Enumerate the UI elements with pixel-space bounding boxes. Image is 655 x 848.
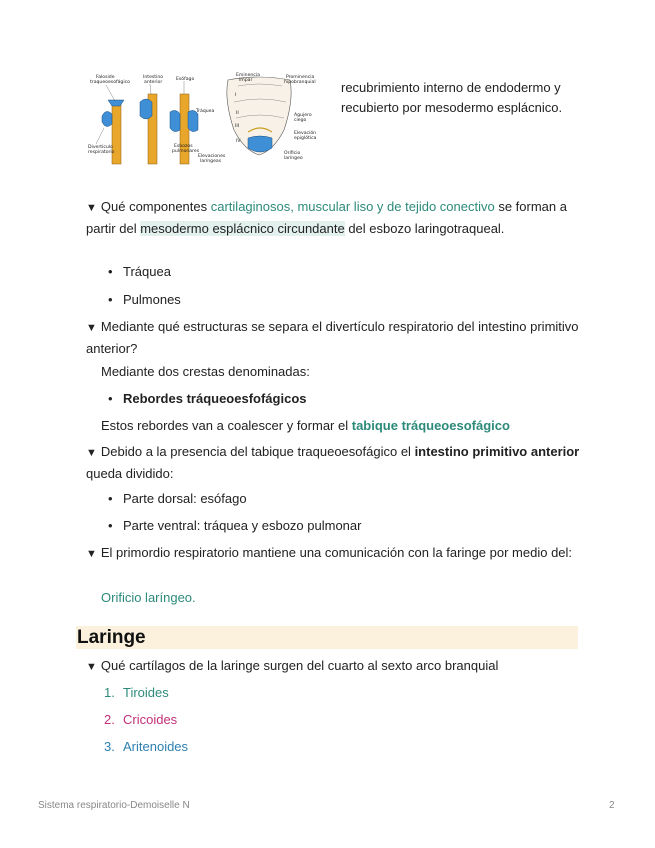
fig-label-roman-i: I xyxy=(235,93,237,98)
fig-label-diverticulo: Divertículo xyxy=(88,145,113,150)
list-item-text: Tiroides xyxy=(123,685,169,700)
answer-line: Orificio laríngeo. xyxy=(101,590,196,605)
fig-label-diverticulo2: respiratorio xyxy=(88,150,115,155)
list-item xyxy=(108,262,171,282)
question-separation[interactable] xyxy=(86,317,582,358)
list-item-text: Tráquea xyxy=(123,264,171,279)
bullet-icon: • xyxy=(108,391,113,406)
fig-label-eminencia2: impar xyxy=(239,78,253,83)
ordered-list-item xyxy=(104,683,169,703)
toggle-triangle-icon[interactable]: ▼ xyxy=(86,661,97,673)
toggle-triangle-icon[interactable]: ▼ xyxy=(86,447,97,459)
list-item xyxy=(108,389,307,409)
toggle-triangle-icon[interactable]: ▼ xyxy=(86,322,97,334)
fig-label-roman-iv: IV xyxy=(236,139,241,144)
fig-label-elevacion: Elevaciones xyxy=(198,154,226,159)
fig-label-intestino: Intestino xyxy=(143,75,164,80)
fig-label-epiglotica2: epiglótica xyxy=(294,136,317,141)
fig-label-faloside2: traqueoesofágico xyxy=(90,80,130,85)
fig-label-agujero: Agujero xyxy=(294,113,312,118)
fig-label-traquea: Tráquea xyxy=(196,109,215,114)
fig-label-eminencia: Eminencia xyxy=(236,73,260,78)
q2-text: Mediante qué estructuras se separa el divertículo respiratorio del intestino primitivo anterior? xyxy=(86,319,579,356)
fig-label-esofago: Esófago xyxy=(176,77,195,82)
fig-label-roman-ii: II xyxy=(236,111,239,116)
list-number: 1. xyxy=(104,685,115,700)
q4-text: El primordio respiratorio mantiene una comunicación con la faringe por medio del: xyxy=(100,545,573,560)
fig-label-prominencia2: hipobranquial xyxy=(284,80,316,85)
bullet-icon: • xyxy=(108,518,113,533)
footer-title: Sistema respiratorio-Demoiselle N xyxy=(38,800,190,811)
figure-caption: recubrimiento interno de endodermo y recubierto por mesodermo esplácnico. xyxy=(341,80,563,115)
list-item xyxy=(108,290,181,310)
toggle-triangle-icon[interactable]: ▼ xyxy=(86,202,97,214)
answer-text: Estos rebordes van a coalescer y formar el xyxy=(101,418,352,433)
question-cartilages[interactable] xyxy=(86,656,582,678)
q5-text: Qué cartílagos de la laringe surgen del cuarto al sexto arco branquial xyxy=(100,658,499,673)
answer-line xyxy=(101,416,510,436)
fig-label-orificio2: laríngeo xyxy=(284,156,303,161)
question-components[interactable] xyxy=(86,197,582,238)
list-number: 3. xyxy=(104,739,115,754)
fig-label-roman-iii: III xyxy=(235,124,240,129)
q3-pre: Debido a la presencia del tabique traqueoesofágico el xyxy=(100,444,415,459)
section-heading: Laringe xyxy=(77,627,146,648)
bullet-icon: • xyxy=(108,292,113,307)
respiratory-development-illustration xyxy=(88,72,332,170)
list-item-text: Aritenoides xyxy=(123,739,189,754)
bullet-icon: • xyxy=(108,491,113,506)
fig-label-elevacion2: laríngeas xyxy=(200,159,222,164)
embryology-figure xyxy=(88,72,332,170)
q3-post: queda dividido: xyxy=(86,465,174,481)
question-division[interactable] xyxy=(86,442,582,483)
fig-label-intestino2: anterior xyxy=(144,80,163,85)
page-number: 2 xyxy=(609,800,615,811)
q1-mid: se forman a partir del xyxy=(86,199,567,236)
q1-post: del esbozo laringotraqueal. xyxy=(344,220,505,236)
section-heading-highlight xyxy=(76,626,578,649)
list-item-text: Rebordes tráqueoesfofágicos xyxy=(123,391,307,406)
fig-label-esbozos2: pulmonares xyxy=(172,149,200,154)
fig-label-esbozos: Esbozos xyxy=(174,144,193,149)
fig-label-agujero2: ciego xyxy=(294,118,307,123)
ordered-list-item xyxy=(104,710,177,730)
ordered-list-item xyxy=(104,737,188,757)
q1-highlight-term: mesodermo esplácnico circundante xyxy=(140,220,345,236)
list-item xyxy=(108,516,361,536)
list-item-text: Parte ventral: tráquea y esbozo pulmonar xyxy=(123,518,362,533)
bullet-icon: • xyxy=(108,264,113,279)
list-item-text: Parte dorsal: esófago xyxy=(123,491,247,506)
toggle-triangle-icon[interactable]: ▼ xyxy=(86,548,97,560)
list-item xyxy=(108,489,247,509)
fig-label-orificio: Orificio xyxy=(284,151,301,156)
q1-pre: Qué componentes xyxy=(100,199,211,214)
answer-line: Mediante dos crestas denominadas: xyxy=(101,364,310,379)
list-number: 2. xyxy=(104,712,115,727)
fig-label-prominencia: Prominencia xyxy=(286,75,315,80)
fig-label-faloside: Faloside xyxy=(96,75,115,80)
q1-teal-term: cartilaginosos, muscular liso y de tejido conectivo xyxy=(210,199,495,214)
list-item-text: Cricoides xyxy=(123,712,178,727)
list-item-text: Pulmones xyxy=(123,292,181,307)
question-communication[interactable] xyxy=(86,543,582,565)
fig-label-epiglotica: Elevación xyxy=(294,131,317,136)
answer-teal-term: tabique tráqueoesofágico xyxy=(351,418,510,433)
q3-bold-term: intestino primitivo anterior xyxy=(414,444,580,459)
